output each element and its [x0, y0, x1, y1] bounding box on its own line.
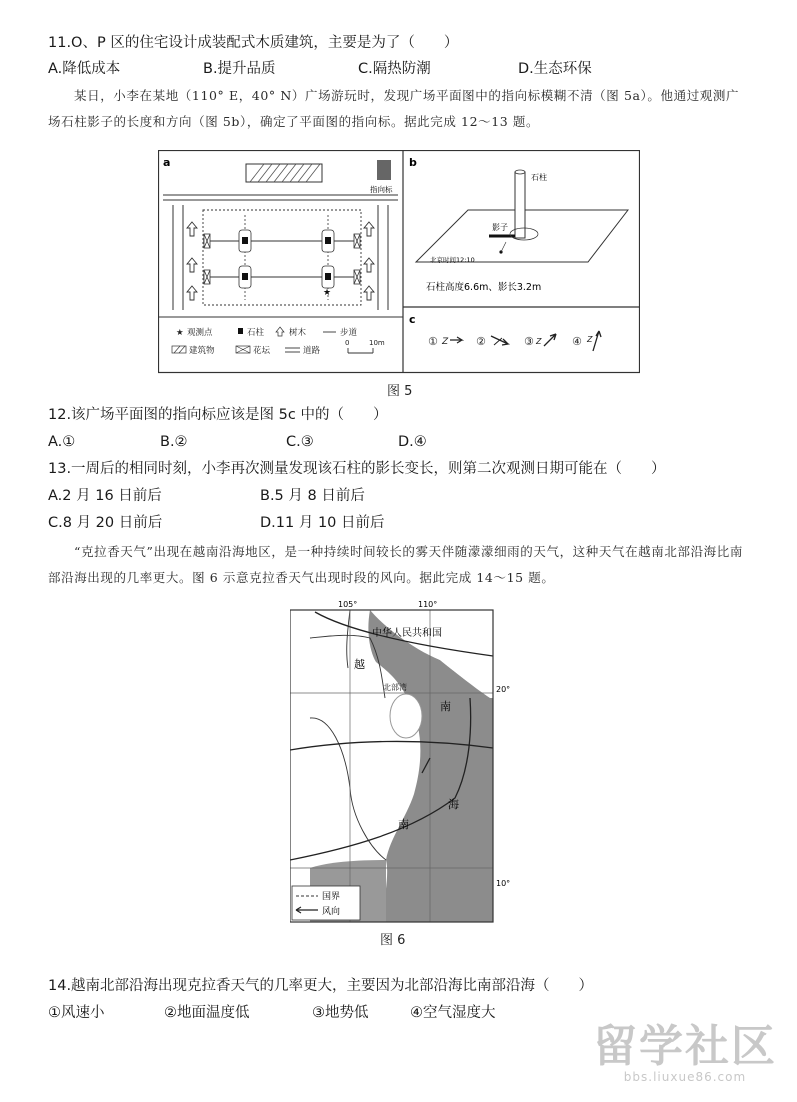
- scale-ten: 10m: [369, 339, 385, 347]
- legend-wind: 风向: [322, 907, 341, 917]
- b-shadow-label: 影子: [492, 223, 508, 232]
- q13-option-b: B.5 月 8 日前后: [260, 488, 365, 504]
- c-option-4: ④: [572, 335, 582, 348]
- q12-option-b: B.②: [160, 434, 188, 450]
- fig5-caption: 图 5: [387, 384, 413, 399]
- q12-stem: 12.该广场平面图的指向标应该是图 5c 中的（ ）: [48, 407, 388, 423]
- b-time-label: 北京时间12:10: [430, 256, 475, 264]
- q12-option-d: D.④: [398, 434, 427, 450]
- legend-road: 道路: [303, 346, 321, 356]
- figure-6-map: [290, 598, 512, 924]
- b-pillar-label: 石柱: [531, 173, 547, 182]
- q13-option-a: A.2 月 16 日前后: [48, 488, 162, 504]
- label-nan-vietnam: 南: [398, 818, 409, 831]
- watermark-url: bbs.liuxue86.com: [623, 1070, 747, 1084]
- watermark-logo-text: 留学社区: [593, 1021, 777, 1072]
- q11-options: [48, 59, 748, 79]
- q12-option-a: A.①: [48, 434, 76, 450]
- legend-flower-bed: 花坛: [253, 346, 271, 356]
- lon-110: 110°: [418, 600, 438, 609]
- c-mark-z3: Z: [536, 337, 542, 346]
- observe-point-star: ★: [323, 288, 332, 298]
- q14-options: [48, 1003, 748, 1023]
- building-icon: [246, 164, 322, 182]
- legend-observe-point: 观测点: [187, 328, 213, 338]
- q13-options-row2: [48, 513, 748, 533]
- fig6-caption: 图 6: [380, 933, 406, 948]
- legend-tree: 树木: [289, 328, 307, 338]
- q11-stem: 11.O、P 区的住宅设计成装配式木质建筑，主要是为了（ ）: [48, 35, 459, 51]
- q12-option-c: C.③: [286, 434, 314, 450]
- legend-building: 建筑物: [189, 346, 215, 356]
- passage-1-text: 某日，小李在某地（110° E，40° N）广场游玩时，发现广场平面图中的指向标模糊不清（图 5a）。他通过观测广场石柱影子的长度和方向（图 5b），确定了平面图的指向标。据此完成 12～13 题。: [48, 88, 740, 129]
- q11-option-d: D.生态环保: [518, 61, 592, 77]
- q12-options: [48, 432, 748, 452]
- label-china: 中华人民共和国: [372, 628, 442, 639]
- passage-2: [48, 539, 748, 591]
- panel-a-label: a: [163, 156, 171, 169]
- panel-b-label: b: [409, 156, 417, 169]
- passage-1: [48, 83, 748, 135]
- q14-stem: 14.越南北部沿海出现克拉香天气的几率更大，主要因为北部沿海比南部沿海（ ）: [48, 978, 594, 994]
- c-option-2: ②: [476, 335, 486, 348]
- q14-option-3: ③地势低: [312, 1005, 369, 1021]
- label-beibuwan: 北部湾: [383, 683, 407, 692]
- figure-5: [158, 150, 640, 374]
- q14-option-1: ①风速小: [48, 1005, 105, 1021]
- scale-zero: 0: [345, 339, 350, 347]
- legend-border: 国界: [322, 892, 341, 902]
- q13-options-row1: [48, 486, 748, 506]
- c-option-1: ①: [428, 335, 438, 348]
- panel-c-label: c: [409, 313, 416, 326]
- north-marker-blurred: [377, 160, 391, 180]
- c-option-3: ③: [524, 335, 534, 348]
- label-hai: 海: [448, 798, 459, 811]
- legend-stone-pillar: 石柱: [247, 328, 265, 338]
- b-height-label: 石柱高度6.6m、影长3.2m: [426, 282, 542, 293]
- lat-10: 10°: [496, 879, 511, 888]
- label-nan-sea: 南: [440, 700, 451, 713]
- q14-option-2: ②地面温度低: [164, 1005, 250, 1021]
- q11-option-b: B.提升品质: [203, 61, 276, 77]
- q14-option-4: ④空气湿度大: [410, 1005, 496, 1021]
- lat-20: 20°: [496, 685, 511, 694]
- q11-option-c: C.隔热防潮: [358, 61, 431, 77]
- q11-option-a: A.降低成本: [48, 61, 121, 77]
- c-mark-z1: Z: [442, 337, 449, 347]
- q13-option-d: D.11 月 10 日前后: [260, 515, 385, 531]
- c-mark-z4: Z: [587, 335, 593, 344]
- label-yue: 越: [354, 658, 365, 671]
- q13-option-c: C.8 月 20 日前后: [48, 515, 163, 531]
- legend-footpath: 步道: [340, 328, 358, 338]
- lon-105: 105°: [338, 600, 358, 609]
- svg-text:★: ★: [176, 328, 184, 338]
- watermark: [593, 1021, 777, 1084]
- passage-2-text: “克拉香天气”出现在越南沿海地区，是一种持续时间较长的雾天伴随濛濛细雨的天气，这种天气在越南北部沿海比南部沿海出现的几率更大。图 6 示意克拉香天气出现时段的风向。据此完成 14～15 题。: [48, 544, 743, 585]
- north-marker-label: 指向标: [370, 185, 393, 194]
- q13-stem: 13.一周后的相同时刻，小李再次测量发现该石柱的影长变长，则第二次观测日期可能在（ ）: [48, 461, 666, 477]
